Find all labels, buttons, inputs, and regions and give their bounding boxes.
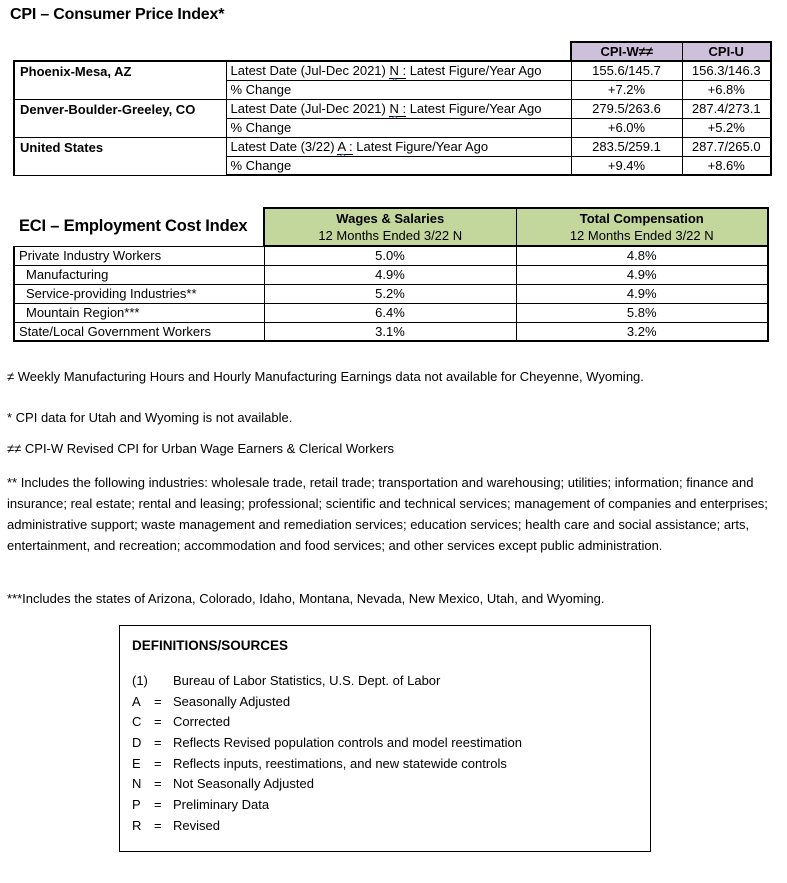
cpi-region-label: United States	[14, 137, 226, 175]
code-letter: N	[389, 63, 399, 79]
definition-key: D	[132, 734, 142, 750]
definition-eq: =	[154, 693, 162, 709]
cpi-w-value: 279.5/263.6	[571, 99, 682, 118]
cpi-u-column-header: CPI-U	[682, 42, 771, 61]
wages-header-title: Wages & Salaries	[336, 211, 445, 226]
eci-total-value: 3.2%	[516, 322, 768, 341]
wages-header-subtitle: 12 Months Ended 3/22 N	[318, 228, 463, 243]
cpi-w-pct-value: +9.4%	[571, 156, 682, 175]
eci-row-mountain-region	[14, 303, 768, 322]
definition-key: (1)	[132, 672, 148, 688]
definition-text: Revised	[173, 817, 220, 833]
latest-date-text: Latest Date (Jul-Dec 2021)	[230, 101, 390, 116]
code-colon: :	[398, 63, 407, 79]
definition-text: Corrected	[173, 714, 231, 730]
definition-key: P	[132, 796, 141, 812]
definition-entry-c	[132, 711, 640, 732]
cpi-latest-date-cell	[226, 99, 571, 118]
code-colon: :	[345, 139, 353, 154]
cpi-w-value: 283.5/259.1	[571, 137, 682, 156]
pct-change-label: % Change	[226, 80, 571, 99]
eci-wages-value: 4.9%	[264, 265, 516, 284]
cpi-row-us-latest	[14, 137, 771, 156]
definition-text: Preliminary Data	[173, 796, 270, 812]
footnote-cpi-w-definition: ≠≠ CPI-W Revised CPI for Urban Wage Earners & Clerical Workers	[7, 441, 395, 456]
eci-row-label: State/Local Government Workers	[14, 322, 264, 341]
definition-eq: =	[154, 776, 162, 792]
definitions-list	[132, 670, 640, 836]
code-colon: :	[398, 101, 407, 116]
definition-text: Not Seasonally Adjusted	[173, 776, 314, 792]
definition-text: Seasonally Adjusted	[173, 693, 291, 709]
cpi-row-phoenix-latest	[14, 61, 771, 80]
cpi-header-row	[14, 42, 771, 61]
cpi-u-value: 287.4/273.1	[682, 99, 771, 118]
definition-entry-source-1	[132, 670, 640, 691]
eci-total-value: 4.9%	[516, 265, 768, 284]
definitions-title: DEFINITIONS/SOURCES	[132, 638, 289, 653]
definition-key: N	[132, 776, 142, 792]
cpi-table	[13, 41, 772, 176]
cpi-u-value: 287.7/265.0	[682, 137, 771, 156]
definition-eq: =	[154, 714, 162, 730]
adjustment-code	[389, 101, 406, 117]
cpi-u-pct-value: +8.6%	[682, 156, 771, 175]
cpi-region-label: Phoenix-Mesa, AZ	[14, 61, 226, 99]
total-comp-header-subtitle: 12 Months Ended 3/22 N	[569, 228, 714, 243]
eci-section-title-cell	[14, 208, 264, 246]
cpi-w-value: 155.6/145.7	[571, 61, 682, 80]
definition-entry-r	[132, 815, 640, 836]
definition-text: Reflects inputs, reestimations, and new statewide controls	[173, 755, 507, 771]
pct-change-label: % Change	[226, 156, 571, 175]
cpi-u-value: 156.3/146.3	[682, 61, 771, 80]
cpi-u-pct-value: +5.2%	[682, 118, 771, 137]
definition-text: Reflects Revised population controls and model reestimation	[173, 734, 523, 750]
footnote-service-industries: ** Includes the following industries: wholesale trade, retail trade; transportation and warehousing; utilities; information; finance and insurance; real estate; rental and leasing; professional; scientific and technical services; management of companies and enterprises; administrative support; waste management and remediation services; education services; health care and social assistance; arts, entertainment, and recreation; accommodation and food services; and other services except public administration.	[7, 475, 768, 553]
definition-eq: =	[154, 755, 162, 771]
adjustment-code	[337, 139, 352, 155]
eci-wages-value: 6.4%	[264, 303, 516, 322]
eci-wages-value: 5.2%	[264, 284, 516, 303]
definition-key: R	[132, 817, 142, 833]
eci-table	[13, 207, 769, 342]
definition-eq: =	[154, 796, 162, 812]
cpi-w-pct-value: +6.0%	[571, 118, 682, 137]
latest-figure-text: Latest Figure/Year Ago	[352, 139, 489, 154]
eci-section-title: ECI – Employment Cost Index	[19, 217, 248, 236]
latest-figure-text: Latest Figure/Year Ago	[406, 63, 542, 79]
eci-wages-value: 5.0%	[264, 246, 516, 265]
eci-wages-column-header	[264, 208, 516, 246]
cpi-latest-date-cell	[226, 137, 571, 156]
definition-entry-e	[132, 753, 640, 774]
cpi-u-pct-value: +6.8%	[682, 80, 771, 99]
eci-row-label: Private Industry Workers	[14, 246, 264, 265]
definition-entry-d	[132, 732, 640, 753]
definition-eq: =	[154, 817, 162, 833]
definition-key: C	[132, 714, 142, 730]
definitions-sources-box	[119, 625, 651, 852]
cpi-header-spacer	[226, 42, 571, 61]
latest-date-text: Latest Date (3/22)	[230, 139, 338, 154]
definition-entry-p	[132, 794, 640, 815]
eci-row-service-providing	[14, 284, 768, 303]
cpi-w-pct-value: +7.2%	[571, 80, 682, 99]
footnote-weekly-hours: ≠ Weekly Manufacturing Hours and Hourly Manufacturing Earnings data not available for Cheyenne, Wyoming.	[7, 369, 644, 384]
eci-row-label: Manufacturing	[14, 265, 264, 284]
cpi-header-spacer	[14, 42, 226, 61]
eci-row-private-industry	[14, 246, 768, 265]
definition-key: A	[132, 693, 141, 709]
eci-total-value: 4.8%	[516, 246, 768, 265]
definition-eq: =	[154, 734, 162, 750]
pct-change-label: % Change	[226, 118, 571, 137]
eci-total-value: 4.9%	[516, 284, 768, 303]
footnote-cpi-availability: * CPI data for Utah and Wyoming is not available.	[7, 410, 293, 425]
code-letter: N	[389, 101, 399, 116]
cpi-row-denver-latest	[14, 99, 771, 118]
definition-key: E	[132, 755, 141, 771]
cpi-latest-date-cell	[226, 61, 571, 80]
eci-total-comp-column-header	[516, 208, 768, 246]
cpi-w-column-header: CPI-W≠≠	[571, 42, 682, 61]
definition-entry-n	[132, 773, 640, 794]
eci-row-label: Mountain Region***	[14, 303, 264, 322]
latest-figure-text: Latest Figure/Year Ago	[406, 101, 542, 116]
total-comp-header-title: Total Compensation	[579, 211, 704, 226]
cpi-section-title: CPI – Consumer Price Index*	[10, 6, 225, 23]
eci-row-manufacturing	[14, 265, 768, 284]
definition-text: Bureau of Labor Statistics, U.S. Dept. of Labor	[173, 672, 441, 688]
eci-row-label: Service-providing Industries**	[14, 284, 264, 303]
eci-row-state-local	[14, 322, 768, 341]
eci-wages-value: 3.1%	[264, 322, 516, 341]
cpi-region-label: Denver-Boulder-Greeley, CO	[14, 99, 226, 137]
latest-date-text: Latest Date (Jul-Dec 2021)	[230, 63, 390, 79]
eci-total-value: 5.8%	[516, 303, 768, 322]
code-letter: A	[337, 139, 346, 154]
footnote-mountain-states: ***Includes the states of Arizona, Colorado, Idaho, Montana, Nevada, New Mexico, Utah, and Wyoming.	[7, 591, 605, 606]
eci-header-row	[14, 208, 768, 246]
adjustment-code	[389, 63, 406, 79]
definition-entry-a	[132, 691, 640, 712]
